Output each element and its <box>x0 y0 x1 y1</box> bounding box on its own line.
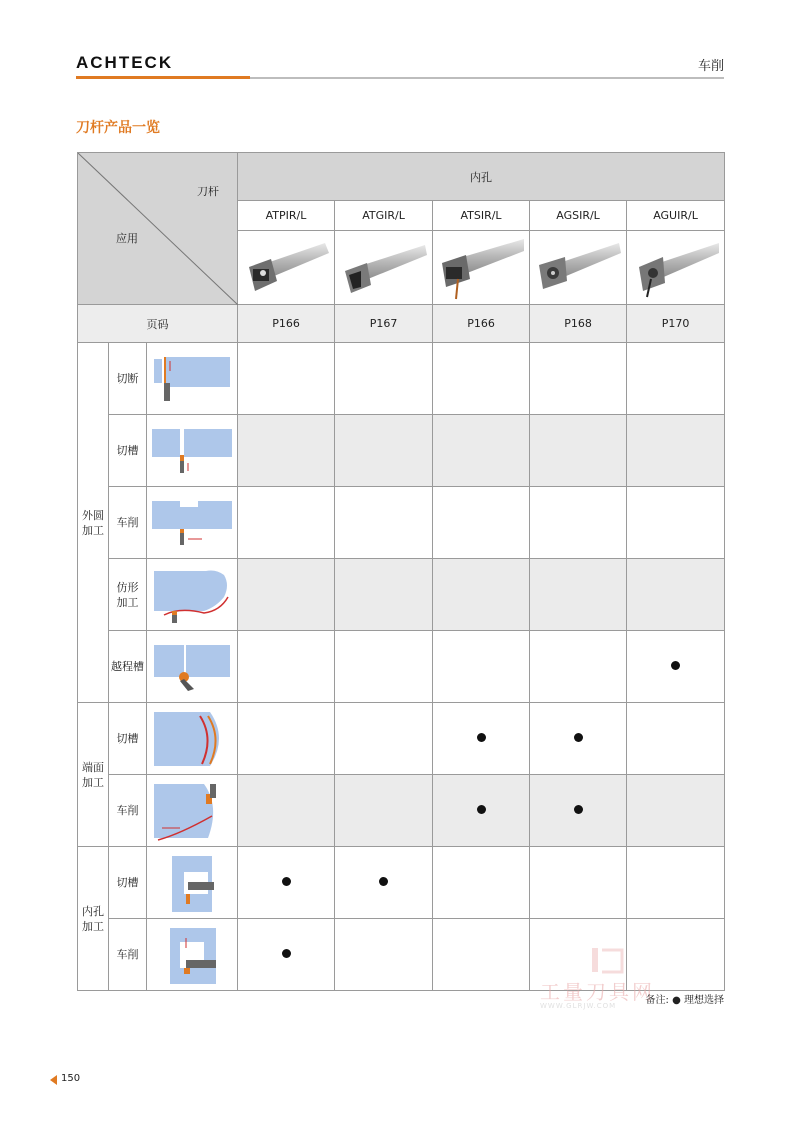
ideal-choice-dot <box>574 805 583 814</box>
mark-cell <box>627 703 725 775</box>
mark-cell <box>335 415 433 487</box>
page-reference: P166 <box>238 305 335 343</box>
ideal-choice-dot <box>671 661 680 670</box>
mark-cell <box>627 631 725 703</box>
face-grooving-diagram <box>150 708 234 770</box>
section-title: 车削 <box>697 59 724 74</box>
tool-image-cell <box>238 231 335 305</box>
table-row <box>78 775 725 847</box>
mark-cell <box>238 559 335 631</box>
tool-name: ATGIR/L <box>335 201 433 231</box>
mark-cell <box>627 415 725 487</box>
mark-cell <box>627 487 725 559</box>
table-row <box>78 415 725 487</box>
operation-label: 越程槽 <box>109 631 147 703</box>
mark-cell <box>530 487 627 559</box>
operation-diagram-cell <box>147 487 238 559</box>
mark-cell <box>433 343 530 415</box>
tool-image-cell <box>335 231 433 305</box>
mark-cell <box>627 847 725 919</box>
mark-cell <box>335 343 433 415</box>
mark-cell <box>627 775 725 847</box>
tool-name: ATSIR/L <box>433 201 530 231</box>
turning-diagram <box>150 497 234 549</box>
profiling-diagram <box>150 567 234 623</box>
table-row <box>78 847 725 919</box>
operation-label: 切槽 <box>109 415 147 487</box>
mark-cell <box>433 487 530 559</box>
tool-holder-agsir-image <box>533 235 623 301</box>
operation-diagram-cell <box>147 703 238 775</box>
watermark-logo-icon <box>588 946 628 974</box>
operation-label: 车削 <box>109 919 147 991</box>
tool-selection-table <box>77 152 725 991</box>
page-row-label: 页码 <box>78 305 238 343</box>
mark-cell <box>530 703 627 775</box>
group-label-face: 端面 加工 <box>78 703 109 847</box>
group-label-external: 外圆 加工 <box>78 343 109 703</box>
face-turning-diagram <box>150 780 234 842</box>
mark-cell <box>238 343 335 415</box>
ideal-choice-dot <box>477 805 486 814</box>
tool-image-cell <box>627 231 725 305</box>
mark-cell <box>238 847 335 919</box>
mark-cell <box>433 415 530 487</box>
internal-turning-diagram <box>150 924 234 986</box>
table-row <box>78 559 725 631</box>
tool-holder-atpir-image <box>241 235 331 301</box>
mark-cell <box>335 847 433 919</box>
mark-cell <box>238 631 335 703</box>
mark-cell <box>238 415 335 487</box>
tool-image-cell <box>530 231 627 305</box>
tool-name: ATPIR/L <box>238 201 335 231</box>
mark-cell <box>238 703 335 775</box>
mark-cell <box>238 487 335 559</box>
table-corner-header <box>78 153 238 305</box>
brand-logo: ACHTECK <box>76 53 174 72</box>
operation-label: 切槽 <box>109 847 147 919</box>
mark-cell <box>433 919 530 991</box>
mark-cell <box>335 559 433 631</box>
page-reference: P166 <box>433 305 530 343</box>
mark-cell <box>433 847 530 919</box>
ideal-choice-dot <box>477 733 486 742</box>
mark-cell <box>530 415 627 487</box>
mark-cell <box>335 487 433 559</box>
tool-name: AGUIR/L <box>627 201 725 231</box>
internal-grooving-diagram <box>150 852 234 914</box>
ideal-choice-dot <box>282 949 291 958</box>
group-header-inner-hole: 内孔 <box>238 153 725 201</box>
mark-cell <box>530 343 627 415</box>
relief-groove-diagram <box>150 641 234 693</box>
corner-application-label: 应用 <box>116 232 138 245</box>
mark-cell <box>530 847 627 919</box>
operation-diagram-cell <box>147 631 238 703</box>
page-arrow-icon <box>50 1075 58 1085</box>
mark-cell <box>433 631 530 703</box>
mark-cell <box>530 775 627 847</box>
operation-diagram-cell <box>147 343 238 415</box>
mark-cell <box>530 559 627 631</box>
operation-label: 仿形 加工 <box>109 559 147 631</box>
mark-cell <box>335 631 433 703</box>
tool-holder-aguir-image <box>631 235 721 301</box>
mark-cell <box>627 559 725 631</box>
ideal-choice-dot <box>379 877 388 886</box>
table-row <box>78 631 725 703</box>
page-number: 150 <box>61 1073 81 1084</box>
operation-diagram-cell <box>147 919 238 991</box>
operation-diagram-cell <box>147 415 238 487</box>
page-reference: P168 <box>530 305 627 343</box>
mark-cell <box>433 775 530 847</box>
page-reference: P167 <box>335 305 433 343</box>
operation-diagram-cell <box>147 559 238 631</box>
corner-tool-label: 刀杆 <box>197 185 220 198</box>
mark-cell <box>627 343 725 415</box>
mark-cell <box>238 919 335 991</box>
table-row <box>78 343 725 415</box>
operation-label: 切断 <box>109 343 147 415</box>
tool-name: AGSIR/L <box>530 201 627 231</box>
ideal-choice-dot <box>574 733 583 742</box>
parting-diagram <box>150 353 234 405</box>
page-reference: P170 <box>627 305 725 343</box>
header-rule-accent <box>76 76 250 79</box>
mark-cell <box>433 559 530 631</box>
mark-cell <box>335 775 433 847</box>
tool-holder-atgir-image <box>339 235 429 301</box>
legend-note: 备注: ● 理想选择 <box>645 995 724 1006</box>
table-row <box>78 487 725 559</box>
tool-image-cell <box>433 231 530 305</box>
page-reference-row <box>78 305 725 343</box>
mark-cell <box>433 703 530 775</box>
header-rule <box>250 77 724 79</box>
operation-diagram-cell <box>147 775 238 847</box>
watermark-url: WWW.GLRJW.COM <box>540 1002 617 1010</box>
grooving-diagram <box>150 425 234 477</box>
operation-label: 车削 <box>109 775 147 847</box>
page-title: 刀杆产品一览 <box>76 120 160 136</box>
corner-diagonal <box>78 153 238 305</box>
operation-label: 切槽 <box>109 703 147 775</box>
ideal-choice-dot <box>282 877 291 886</box>
operation-diagram-cell <box>147 847 238 919</box>
mark-cell <box>335 919 433 991</box>
watermark-text: 工量刀具网 <box>540 980 655 1004</box>
table-row <box>78 703 725 775</box>
mark-cell <box>530 631 627 703</box>
operation-label: 车削 <box>109 487 147 559</box>
tool-holder-atsir-image <box>436 235 526 301</box>
group-label-internal: 内孔 加工 <box>78 847 109 991</box>
mark-cell <box>335 703 433 775</box>
mark-cell <box>238 775 335 847</box>
